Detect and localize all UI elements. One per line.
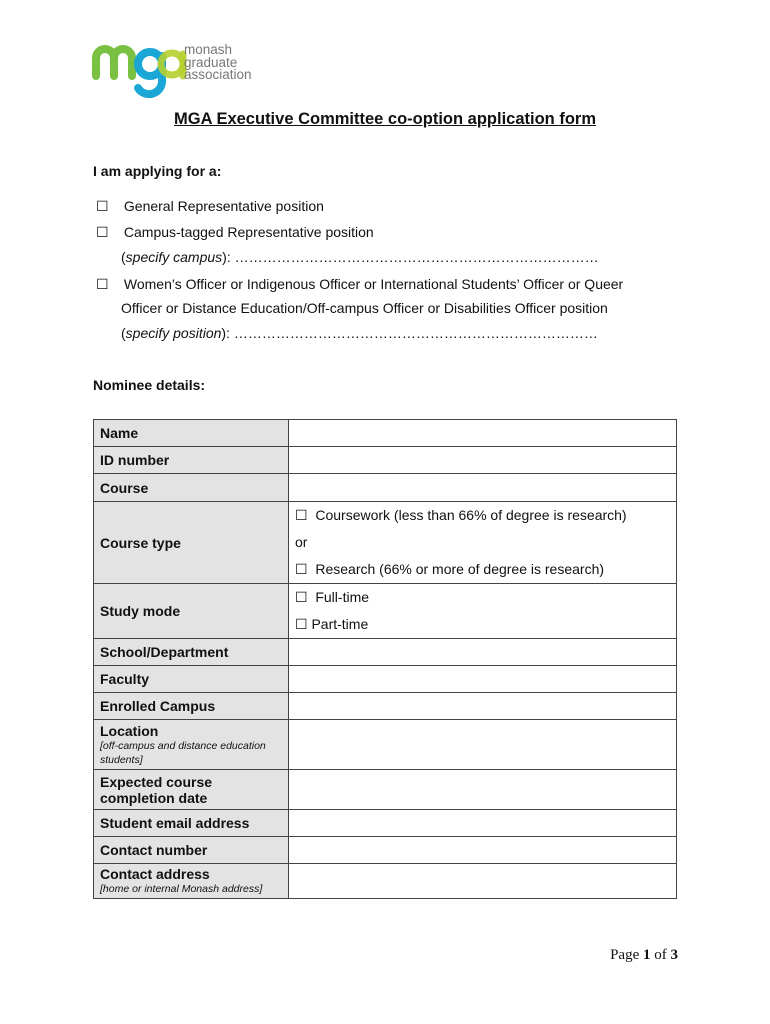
- course-type-or: or: [295, 534, 308, 550]
- school-department-label: School/Department: [94, 639, 289, 666]
- part-time-option[interactable]: ☐ Part-time: [295, 616, 369, 632]
- course-type-field[interactable]: [289, 502, 677, 584]
- checkbox-icon[interactable]: ☐: [295, 507, 308, 523]
- full-time-option[interactable]: ☐ Full-time: [295, 589, 370, 605]
- checkbox-icon[interactable]: ☐: [295, 589, 308, 605]
- expected-completion-label: Expected course completion date: [94, 770, 289, 810]
- logo-wordmark: monash graduate association: [184, 42, 252, 82]
- enrolled-campus-field[interactable]: [289, 693, 677, 720]
- nominee-details-table: [93, 419, 677, 899]
- course-type-label: Course type: [94, 502, 289, 584]
- contact-number-label: Contact number: [94, 837, 289, 864]
- option-officer[interactable]: ☐ Women’s Officer or Indigenous Officer or International Students’ Officer or Queer: [96, 276, 624, 292]
- option-general-rep[interactable]: ☐ General Representative position: [96, 198, 324, 214]
- student-email-label: Student email address: [94, 810, 289, 837]
- contact-address-field[interactable]: [289, 864, 677, 899]
- location-note: [off-campus and distance education students]: [100, 739, 266, 766]
- name-label: Name: [94, 420, 289, 447]
- specify-position-line[interactable]: (specify position): ……………………………………………………………………: [121, 325, 598, 341]
- name-field[interactable]: [289, 420, 677, 447]
- id-number-field[interactable]: [289, 447, 677, 474]
- checkbox-icon[interactable]: ☐: [295, 616, 308, 632]
- option-officer-line2: Officer or Distance Education/Off-campus Officer or Disabilities Officer position: [121, 300, 608, 316]
- study-mode-label: Study mode: [94, 584, 289, 639]
- contact-number-field[interactable]: [289, 837, 677, 864]
- nominee-heading: Nominee details:: [93, 377, 206, 393]
- contact-address-note: [home or internal Monash address]: [100, 883, 263, 895]
- checkbox-icon[interactable]: ☐: [96, 198, 109, 214]
- faculty-label: Faculty: [94, 666, 289, 693]
- id-number-label: ID number: [94, 447, 289, 474]
- logo-m-shape: [96, 49, 132, 76]
- page-total: 3: [670, 947, 678, 963]
- course-field[interactable]: [289, 474, 677, 502]
- coursework-option[interactable]: ☐ Coursework (less than 66% of degree is research): [295, 507, 627, 523]
- expected-completion-field[interactable]: [289, 770, 677, 810]
- enrolled-campus-label: Enrolled Campus: [94, 693, 289, 720]
- research-option[interactable]: ☐ Research (66% or more of degree is research): [295, 561, 605, 577]
- faculty-field[interactable]: [289, 666, 677, 693]
- location-field[interactable]: [289, 720, 677, 770]
- applying-heading: I am applying for a:: [93, 163, 222, 179]
- student-email-field[interactable]: [289, 810, 677, 837]
- study-mode-field[interactable]: [289, 584, 677, 639]
- school-department-field[interactable]: [289, 639, 677, 666]
- form-title: MGA Executive Committee co-option application form: [173, 110, 596, 128]
- option-campus-rep[interactable]: ☐ Campus-tagged Representative position: [96, 224, 374, 240]
- page-footer: Page 1 of 3: [610, 947, 678, 963]
- checkbox-icon[interactable]: ☐: [96, 224, 109, 240]
- checkbox-icon[interactable]: ☐: [96, 276, 109, 292]
- course-label: Course: [94, 474, 289, 502]
- page-number: 1: [643, 947, 651, 963]
- specify-campus-line[interactable]: (specify campus): ……………………………………………………………………: [121, 249, 599, 265]
- contact-address-label: Contact address [home or internal Monash address]: [94, 864, 289, 899]
- location-label: Location [off-campus and distance education students]: [94, 720, 289, 770]
- checkbox-icon[interactable]: ☐: [295, 561, 308, 577]
